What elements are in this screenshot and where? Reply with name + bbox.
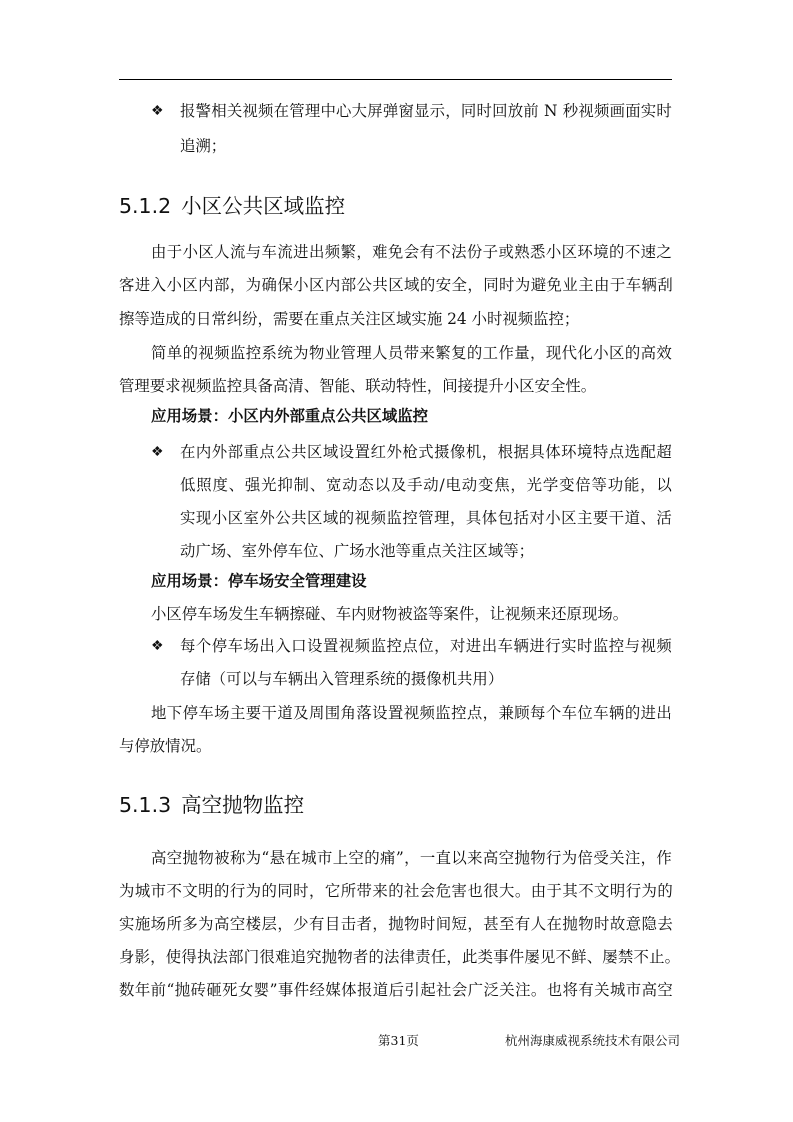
paragraph-line: 擦等造成的日常纠纷，需要在重点关注区域实施 24 小时视频监控； <box>119 310 580 328</box>
bullet-line: 存储（可以与车辆出入管理系统的摄像机共用） <box>180 670 504 688</box>
paragraph-line: 实施场所多为高空楼层，少有目击者，抛物时间短，甚至有人在抛物时故意隐去 <box>119 915 673 933</box>
paragraph-line: 管理要求视频监控具备高清、智能、联动特性，间接提升小区安全性。 <box>119 377 597 395</box>
page-number: 第31页 <box>378 1033 419 1048</box>
diamond-bullet-icon: ❖ <box>151 444 164 460</box>
bullet-line: 在内外部重点公共区域设置红外枪式摄像机，根据具体环境特点选配超 <box>180 443 672 461</box>
section-number: 5.1.2 <box>119 194 172 218</box>
top-bullet-line-2: 追溯； <box>180 137 227 155</box>
company-name: 杭州海康威视系统技术有限公司 <box>505 1033 681 1048</box>
paragraph-line: 地下停车场主要干道及周围角落设置视频监控点，兼顾每个车位车辆的进出 <box>151 704 672 722</box>
scene-text: 小区停车场发生车辆擦碰、车内财物被盗等案件，让视频来还原现场。 <box>151 605 629 623</box>
bullet-line: 实现小区室外公共区域的视频监控管理，具体包括对小区主要干道、活 <box>180 509 672 527</box>
section-heading-5-1-2 <box>119 193 345 219</box>
paragraph-line: 简单的视频监控系统为物业管理人员带来繁复的工作量，现代化小区的高效 <box>151 344 672 362</box>
diamond-bullet-icon: ❖ <box>151 103 164 119</box>
section-number: 5.1.3 <box>119 793 172 817</box>
paragraph-line: 客进入小区内部，为确保小区内部公共区域的安全，同时为避免业主由于车辆刮 <box>119 276 673 294</box>
paragraph-line: 身影，使得执法部门很难追究抛物者的法律责任，此类事件屡见不鲜、屡禁不止。 <box>119 948 681 966</box>
scene-label: 应用场景：停车场安全管理建设 <box>151 572 367 590</box>
section-heading-5-1-3 <box>119 792 304 818</box>
top-bullet-line-1: 报警相关视频在管理中心大屏弹窗显示，同时回放前 N 秒视频画面实时 <box>180 102 672 120</box>
paragraph-line: 高空抛物被称为“悬在城市上空的痛”，一直以来高空抛物行为倍受关注，作 <box>151 849 672 867</box>
section-title: 高空抛物监控 <box>181 793 305 817</box>
paragraph-line: 数年前“抛砖砸死女婴”事件经媒体报道后引起社会广泛关注。也将有关城市高空 <box>119 981 673 999</box>
section-title: 小区公共区域监控 <box>181 194 346 218</box>
paragraph-line: 由于小区人流与车流进出频繁，难免会有不法份子或熟悉小区环境的不速之 <box>151 243 672 261</box>
paragraph-line: 与停放情况。 <box>119 737 212 755</box>
diamond-bullet-icon: ❖ <box>151 638 164 654</box>
header-rule <box>119 79 672 80</box>
paragraph-line: 为城市不文明的行为的同时，它所带来的社会危害也很大。由于其不文明行为的 <box>119 882 673 900</box>
bullet-line: 动广场、室外停车位、广场水池等重点关注区域等； <box>180 542 534 560</box>
scene-label: 应用场景：小区内外部重点公共区域监控 <box>151 407 429 425</box>
bullet-line: 低照度、强光抑制、宽动态以及手动/电动变焦，光学变倍等功能，以 <box>180 476 672 494</box>
bullet-line: 每个停车场出入口设置视频监控点位，对进出车辆进行实时监控与视频 <box>180 637 672 655</box>
